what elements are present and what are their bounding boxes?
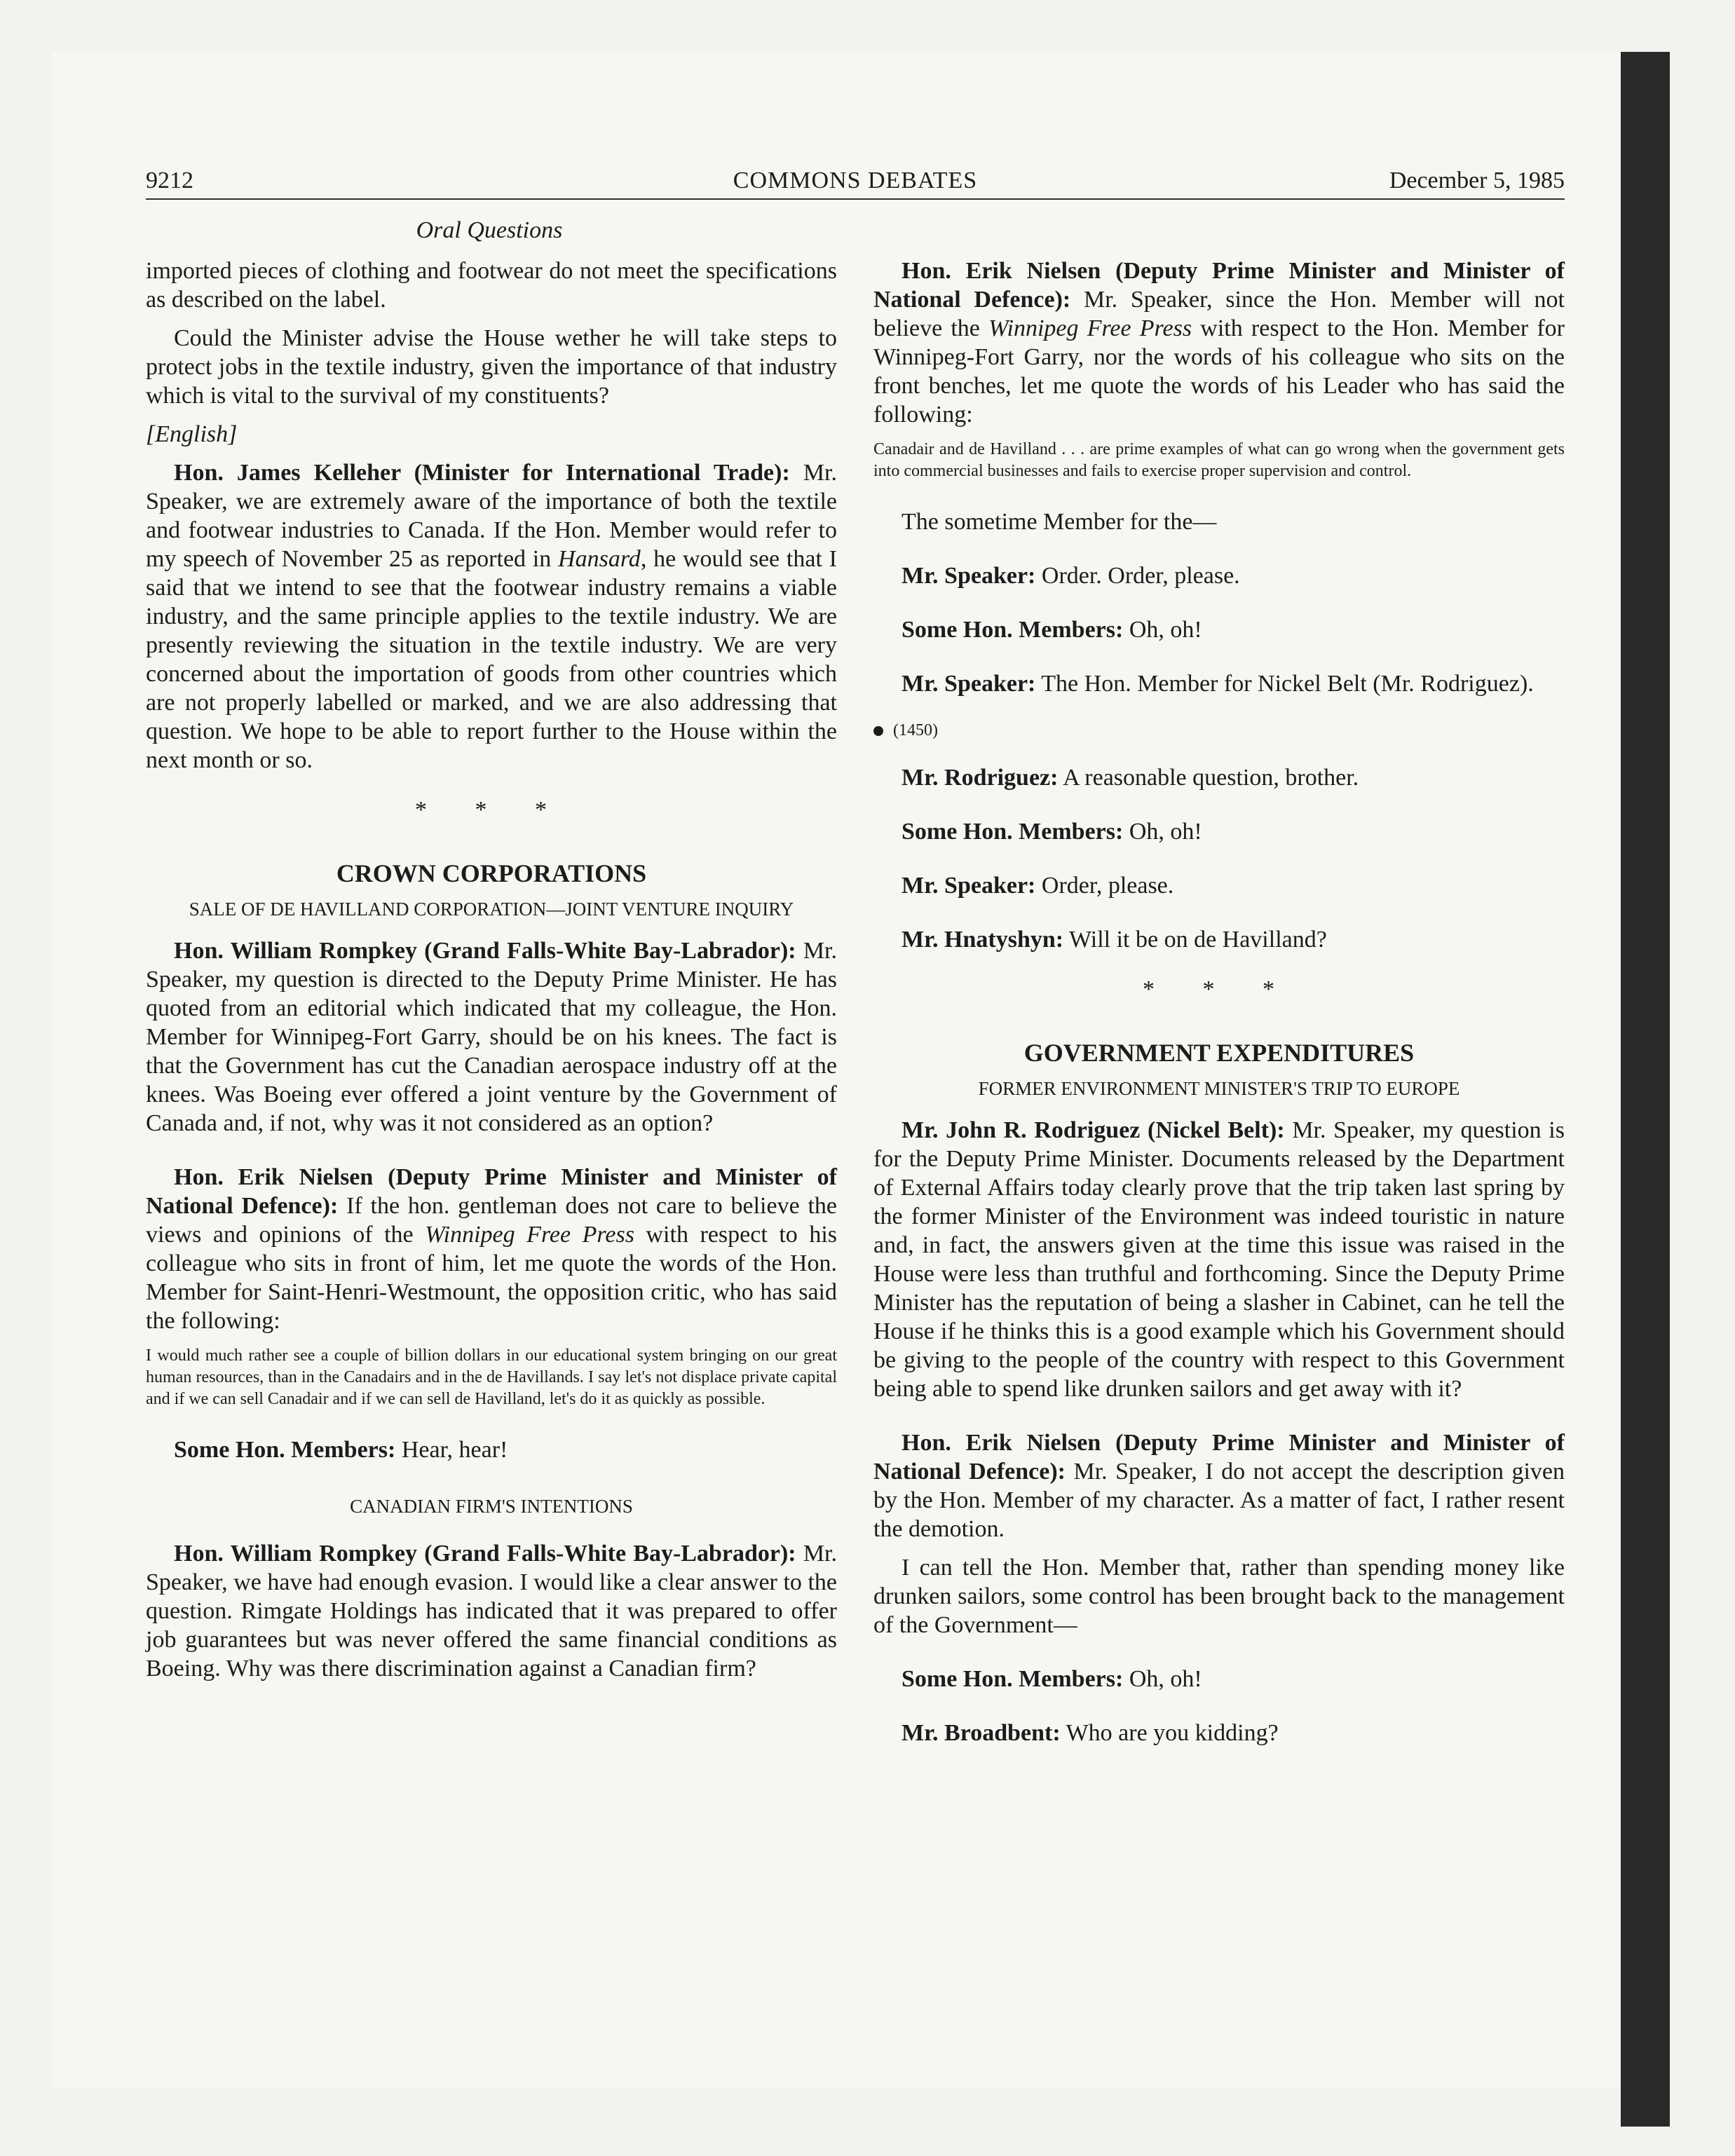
speech-nielsen xyxy=(146,1163,837,1335)
speech-text: , he would see that I said that we intend to see that the footwear industry remains a viable industry, and the same principle applies to the textile industry. We are presently reviewing the situation in the textile industry. We are very concerned about the importation of goods from other countries which are not properly labelled or marked, and we are also addressing that question. We hope to be able to report further to the House within the next month or so. xyxy=(146,546,838,773)
publication-name: Winnipeg Free Press xyxy=(988,315,1192,341)
subsection-heading: CANADIAN FIRM'S INTENTIONS xyxy=(350,1496,633,1517)
speaker-name: Mr. Speaker: xyxy=(901,671,1036,697)
speech-text: Mr. Speaker, my question is directed to the Deputy Prime Minister. He has quoted from an editorial which indicated that my colleague, the Hon. Member for Winnipeg-Fort Garry, should be on his knees. The fact is that the Government has cut the Canadian aerospace industry off at the knees. Was Boeing ever offered a joint venture by the Government of Canada and, if not, why was it not considered as an option? xyxy=(146,938,837,1136)
speaker-name: Some Hon. Members: xyxy=(901,819,1124,845)
speech-text: with respect to his colleague who sits in front of him, let me quote the words of the Hon. Member for Saint-Henri-Westmount, the opposition critic, who has said the following: xyxy=(146,1222,838,1334)
time-stamp: (1450) xyxy=(893,721,938,739)
speech-members xyxy=(873,615,1565,644)
speaker-name: Mr. John R. Rodriguez (Nickel Belt): xyxy=(901,1117,1285,1143)
speaker-name: Hon. Erik Nielsen (Deputy Prime Minister and Minister of National Defence): xyxy=(873,1430,1565,1485)
section-heading: GOVERNMENT EXPENDITURES xyxy=(1023,1039,1415,1067)
speaker-name: Mr. Speaker: xyxy=(901,873,1036,899)
publication-title: COMMONS DEBATES xyxy=(733,168,978,193)
speech-text: Mr. Speaker, we are extremely aware of the importance of both the textile and footwear industries to Canada. If the Hon. Member would refer to my speech of November 25 as reported in xyxy=(146,460,837,572)
speech-rompkey xyxy=(146,936,837,1138)
speaker-name: Some Hon. Members: xyxy=(901,617,1124,643)
speaker-name: Hon. Erik Nielsen (Deputy Prime Minister and Minister of National Defence): xyxy=(146,1164,837,1219)
speech-members xyxy=(146,1435,837,1464)
speech-rompkey xyxy=(146,1539,837,1683)
block-quote: Canadair and de Havilland . . . are prime examples of what can go wrong when the government gets into commercial businesses and fails to exercise proper supervision and control. xyxy=(873,440,1565,480)
time-marker xyxy=(873,716,1565,745)
speech-rodriguez xyxy=(873,763,1565,792)
speaker-name: Some Hon. Members: xyxy=(901,1666,1124,1692)
speech-text: Hear, hear! xyxy=(401,1437,508,1463)
speaker-name: Hon. William Rompkey (Grand Falls-White Bay-Labrador): xyxy=(174,1541,796,1567)
publication-name: Hansard xyxy=(558,546,641,572)
speech-speaker xyxy=(873,669,1565,698)
speaker-name: Some Hon. Members: xyxy=(174,1437,396,1463)
paragraph: The sometime Member for the— xyxy=(901,509,1217,535)
publication-name: Winnipeg Free Press xyxy=(425,1222,634,1248)
right-column xyxy=(873,257,1565,1757)
speech-text: Oh, oh! xyxy=(1129,617,1202,643)
speech-nielsen xyxy=(873,257,1565,429)
scan-edge-shadow xyxy=(1621,52,1670,2127)
paragraph: Could the Minister advise the House wether he will take steps to protect jobs in the textile industry, given the importance of that industry which is vital to the survival of my constituents? xyxy=(146,325,837,409)
speech-text: Mr. Speaker, since the Hon. Member will not believe the xyxy=(873,287,1565,341)
bullet-icon xyxy=(873,726,883,736)
header-rule xyxy=(146,198,1565,200)
speech-text: Mr. Speaker, I do not accept the description given by the Hon. Member of my character. As a matter of fact, I rather resent the demotion. xyxy=(873,1459,1565,1542)
speech-text: Who are you kidding? xyxy=(1066,1720,1279,1746)
running-head xyxy=(146,167,1565,195)
speaker-name: Hon. James Kelleher (Minister for International Trade): xyxy=(174,460,790,486)
speech-speaker xyxy=(873,561,1565,590)
speech-members xyxy=(873,817,1565,846)
speech-broadbent xyxy=(873,1719,1565,1747)
subsection-heading: FORMER ENVIRONMENT MINISTER'S TRIP TO EUROPE xyxy=(978,1078,1460,1099)
speech-kelleher xyxy=(146,458,837,775)
speech-text: Oh, oh! xyxy=(1129,819,1202,845)
speaker-name: Mr. Speaker: xyxy=(901,563,1036,589)
publication-date: December 5, 1985 xyxy=(1389,168,1565,193)
speaker-name: Hon. William Rompkey (Grand Falls-White Bay-Labrador): xyxy=(174,938,796,964)
block-quote: I would much rather see a couple of billion dollars in our educational system bringing on our great human resources, than in the Canadairs and in the de Havillands. I say let's not displace private capital and if we can sell Canadair and if we can sell de Havilland, let's do it as quickly as possible. xyxy=(146,1346,837,1408)
speech-text: Oh, oh! xyxy=(1129,1666,1202,1692)
section-title: Oral Questions xyxy=(416,217,563,243)
speech-nielsen xyxy=(873,1428,1565,1543)
language-note: [English] xyxy=(146,421,238,447)
speech-text: with respect to the Hon. Member for Winnipeg-Fort Garry, nor the words of his colleague who sits on the front benches, let me quote the words of his Leader who has said the following: xyxy=(873,315,1565,428)
speech-speaker xyxy=(873,871,1565,900)
section-separator: * * * xyxy=(1143,976,1295,1002)
subsection-heading: SALE OF DE HAVILLAND CORPORATION—JOINT VENTURE INQUIRY xyxy=(189,899,794,920)
speech-text: Order, please. xyxy=(1041,873,1174,899)
left-column xyxy=(146,257,837,1693)
page-number: 9212 xyxy=(146,168,193,193)
speech-text: A reasonable question, brother. xyxy=(1063,765,1359,791)
speech-text: Order. Order, please. xyxy=(1041,563,1240,589)
speech-rodriguez xyxy=(873,1116,1565,1403)
section-heading: CROWN CORPORATIONS xyxy=(336,859,647,887)
speech-members xyxy=(873,1665,1565,1693)
speaker-name: Mr. Rodriguez: xyxy=(901,765,1059,791)
speaker-name: Mr. Hnatyshyn: xyxy=(901,927,1064,953)
paragraph: I can tell the Hon. Member that, rather than spending money like drunken sailors, some control has been brought back to the management of the Government— xyxy=(873,1555,1565,1638)
paragraph: imported pieces of clothing and footwear do not meet the specifications as described on the label. xyxy=(146,258,837,313)
section-separator: * * * xyxy=(415,797,568,823)
speech-text: If the hon. gentleman does not care to believe the views and opinions of the xyxy=(146,1193,837,1248)
speaker-name: Mr. Broadbent: xyxy=(901,1720,1061,1746)
speaker-name: Hon. Erik Nielsen (Deputy Prime Minister and Minister of National Defence): xyxy=(873,258,1565,313)
speech-text: Mr. Speaker, we have had enough evasion. I would like a clear answer to the question. Rimgate Holdings has indicated that it was prepared to offer job guarantees but was never offered the same financial conditions as Boeing. Why was there discrimination against a Canadian firm? xyxy=(146,1541,837,1681)
speech-hnatyshyn xyxy=(873,925,1565,954)
speech-text: The Hon. Member for Nickel Belt (Mr. Rodriguez). xyxy=(1041,671,1534,697)
speech-text: Mr. Speaker, my question is for the Deputy Prime Minister. Documents released by the Department of External Affairs today clearly prove that the trip taken last spring by the former Minister of the Environment was indeed touristic in nature and, in fact, the answers given at the time this issue was raised in the House were less than truthful and forthcoming. Since the Deputy Prime Minister has the reputation of being a slasher in Cabinet, can he tell the House if he thinks this is a good example which his Government should be giving to the people of the country with respect to this Government being able to spend like drunken sailors and get away with it? xyxy=(873,1117,1565,1402)
speech-text: Will it be on de Havilland? xyxy=(1069,927,1327,953)
